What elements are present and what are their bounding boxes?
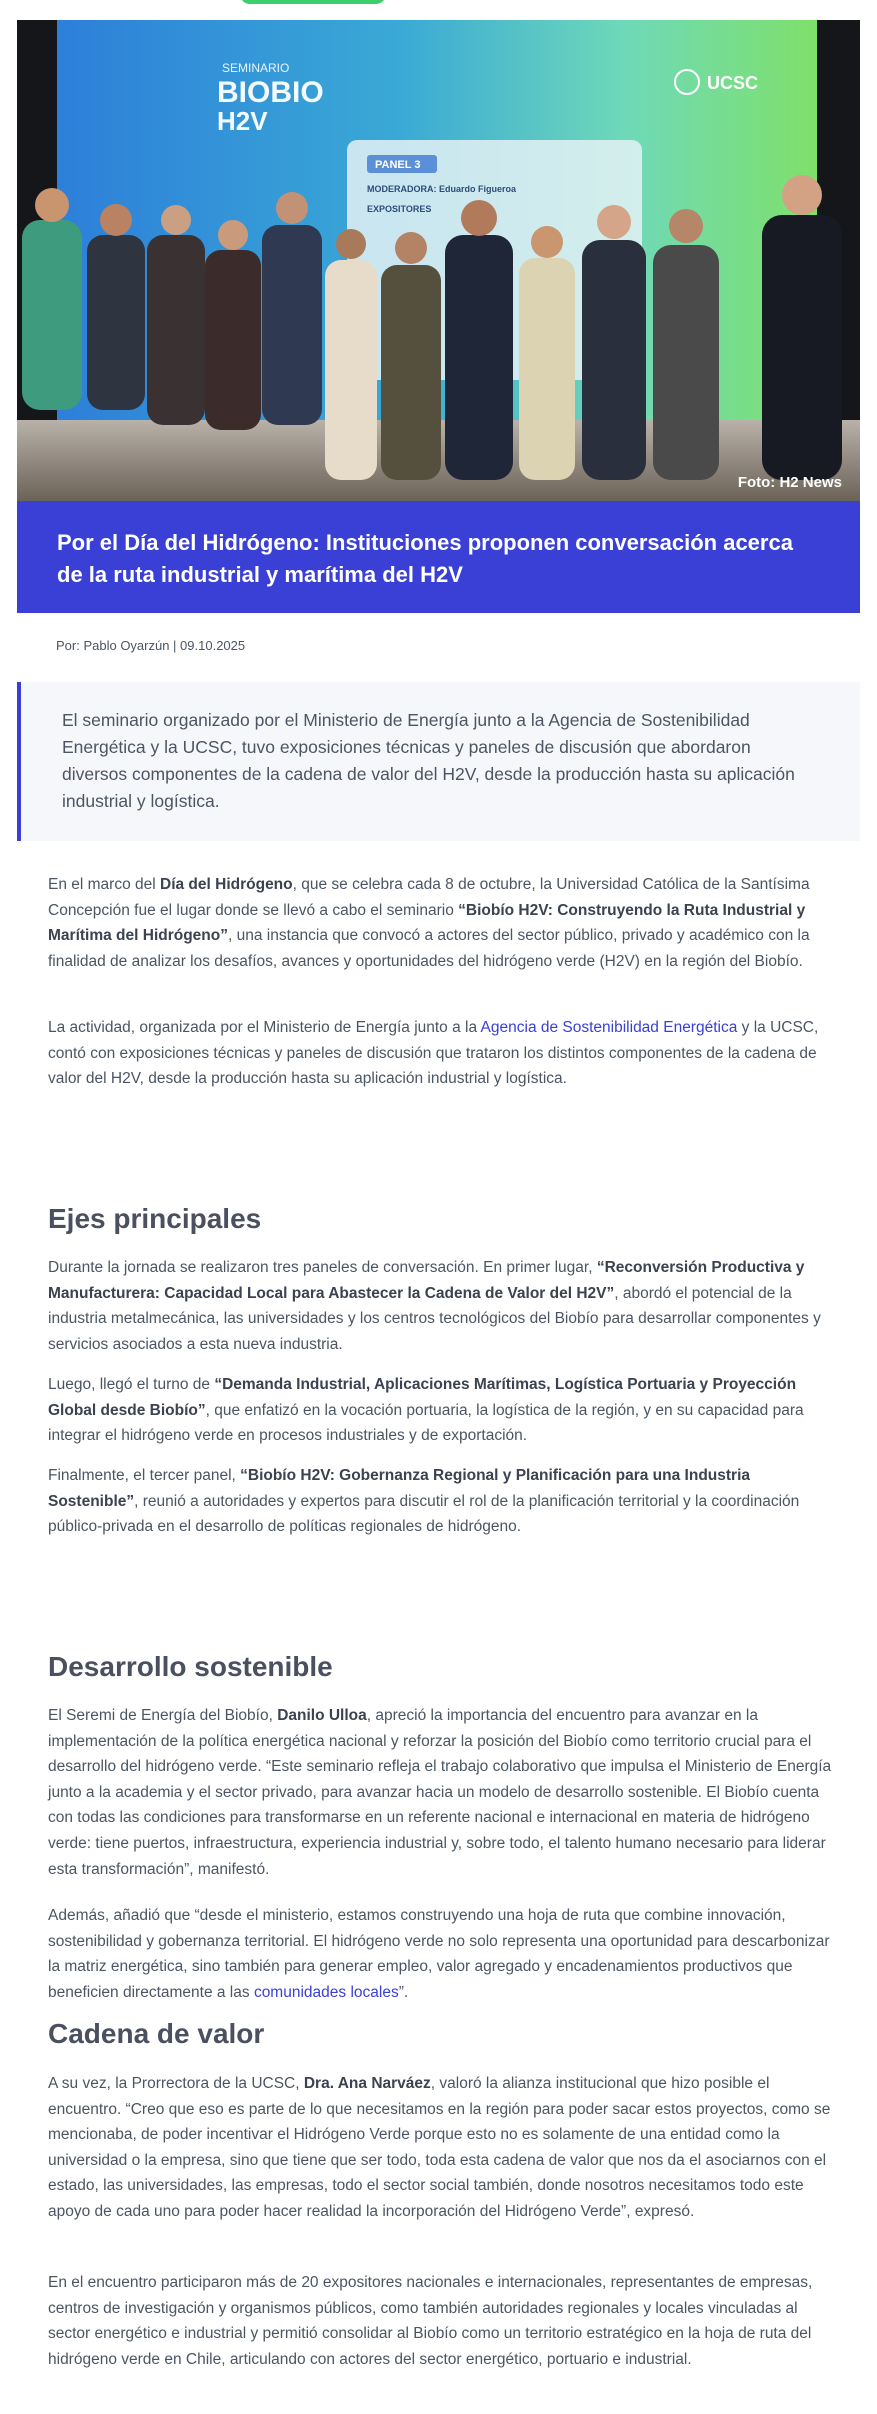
paragraph-9: En el encuentro participaron más de 20 expositores nacionales e internacionales, representantes de empresas, centros de investigación y organismos públicos, como también autoridades regionales y locales vinculadas al sector energético e industrial y permitió consolidar al Biobío como un territorio estratégico en la hoja de ruta del hidrógeno verde en Chile, articulando con actores del sector energético, portuario e industrial. [48,2274,813,2368]
screen-panel-title: PANEL 3 [375,159,421,171]
paragraph-4: Luego, llegó el turno de “Demanda Industrial, Aplicaciones Marítimas, Logística Portuaria y Proyección Global desde Biobío”, que enfatizó en la vocación portuaria, la logística de la región, y en su capacidad para integrar el hidrógeno verde en procesos industriales y de exportación. [48,1376,804,1445]
category-badge[interactable] [240,0,386,4]
article-byline: Por: Pablo Oyarzún | 09.10.2025 [56,638,246,653]
link-agencia-sostenibilidad[interactable]: Agencia de Sostenibilidad Energética [480,1019,738,1036]
paragraph-1: En el marco del Día del Hidrógeno, que se celebra cada 8 de octubre, la Universidad Católica de la Santísima Concepción fue el lugar donde se llevó a cabo el seminario “Biobío H2V: Construyendo la Ruta Industrial y Marítima del Hidrógeno”, una instancia que convocó a actores del sector público, privado y académico con la finalidad de analizar los desafíos, avances y oportunidades del hidrógeno verde (H2V) en la región del Biobío. [48,876,810,970]
link-comunidades-locales[interactable]: comunidades locales [253,1983,399,2001]
article-lead: El seminario organizado por el Ministerio de Energía junto a la Agencia de Sostenibilidad Energética y la UCSC, tuvo exposiciones técnicas y paneles de discusión que abordaron diversos componentes de la cadena de valor del H2V, desde la producción hasta su aplicación industrial y logística. [62,710,795,811]
screen-panel-sub: EXPOSITORES [367,204,432,214]
screen-logo-line3: H2V [217,106,268,136]
paragraph-7: Además, añadió que “desde el ministerio, estamos construyendo una hoja de ruta que combine innovación, sostenibilidad y gobernanza territorial. El hidrógeno verde no solo representa una oportunidad para descarbonizar la matriz energética, sino también para generar empleo, valor agregado y encadenamientos productivos que beneficien directamente a las comunidades locales”. [48,1907,830,2001]
paragraph-5: Finalmente, el tercer panel, “Biobío H2V: Gobernanza Regional y Planificación para una Industria Sostenible”, reunió a autoridades y expertos para discutir el rol de la planificación territorial y la coordinación público-privada en el desarrollo de políticas regionales de hidrógeno. [48,1467,800,1536]
photo-credit: Foto: H2 News [737,474,842,491]
screen-logo-line2: BIOBIO [217,76,324,109]
section-heading-cadena: Cadena de valor [48,2018,265,2049]
paragraph-8: A su vez, la Prorrectora de la UCSC, Dra. Ana Narváez, valoró la alianza institucional que hizo posible el encuentro. “Creo que eso es parte de lo que necesitamos en la región para poder sacar estos proyectos, como se mencionaba, de poder incentivar el Hidrógeno Verde porque esto no es solamente de una entidad como la universidad o la empresa, sino que tiene que ser todo, toda esta cadena de valor que nos da el asociarnos con el estado, las universidades, las empresas, todo el sector social también, donde nosotros necesitamos todo este apoyo de cada uno para poder hacer realidad la incorporación del Hidrógeno Verde”, expresó. [48,2075,831,2220]
paragraph-3: Durante la jornada se realizaron tres paneles de conversación. En primer lugar, “Reconversión Productiva y Manufacturera: Capacidad Local para Abastecer la Cadena de Valor del H2V”, abordó el potencial de la industria metalmecánica, las universidades y los centros tecnológicos del Biobío para desarrollar componentes y servicios asociados a esta nueva industria. [48,1259,821,1353]
article-lead-box [17,682,860,841]
article-title-band [17,501,860,613]
screen-logo-line1: SEMINARIO [222,61,290,75]
article-title: Por el Día del Hidrógeno: Instituciones proponen conversación acerca de la ruta industrial y marítima del H2V [57,530,793,587]
section-heading-ejes: Ejes principales [48,1203,262,1234]
screen-logo-org: UCSC [707,73,759,93]
hero-image [17,20,860,501]
paragraph-6: El Seremi de Energía del Biobío, Danilo Ulloa, apreció la importancia del encuentro para avanzar en la implementación de la política energética nacional y reforzar la posición del Biobío como territorio crucial para el desarrollo del hidrógeno verde. “Este seminario refleja el trabajo colaborativo que impulsa el Ministerio de Energía junto a la academia y el sector privado, para avanzar hacia un modelo de desarrollo sostenible. El Biobío cuenta con todas las condiciones para transformarse en un referente nacional e internacional en materia de hidrógeno verde: tiene puertos, infraestructura, experiencia industrial y, sobre todo, el talento humano necesario para liderar esta transformación”, manifestó. [48,1707,832,1878]
paragraph-2: La actividad, organizada por el Ministerio de Energía junto a la Agencia de Sostenibilidad Energética y la UCSC, contó con exposiciones técnicas y paneles de discusión que trataron los distintos componentes de la cadena de valor del H2V, desde la producción hasta su aplicación industrial y logística. [48,1019,819,1088]
screen-panel-moderator: MODERADORA: Eduardo Figueroa [367,184,517,194]
section-heading-desarrollo: Desarrollo sostenible [48,1651,333,1682]
hero-photo [17,20,860,501]
